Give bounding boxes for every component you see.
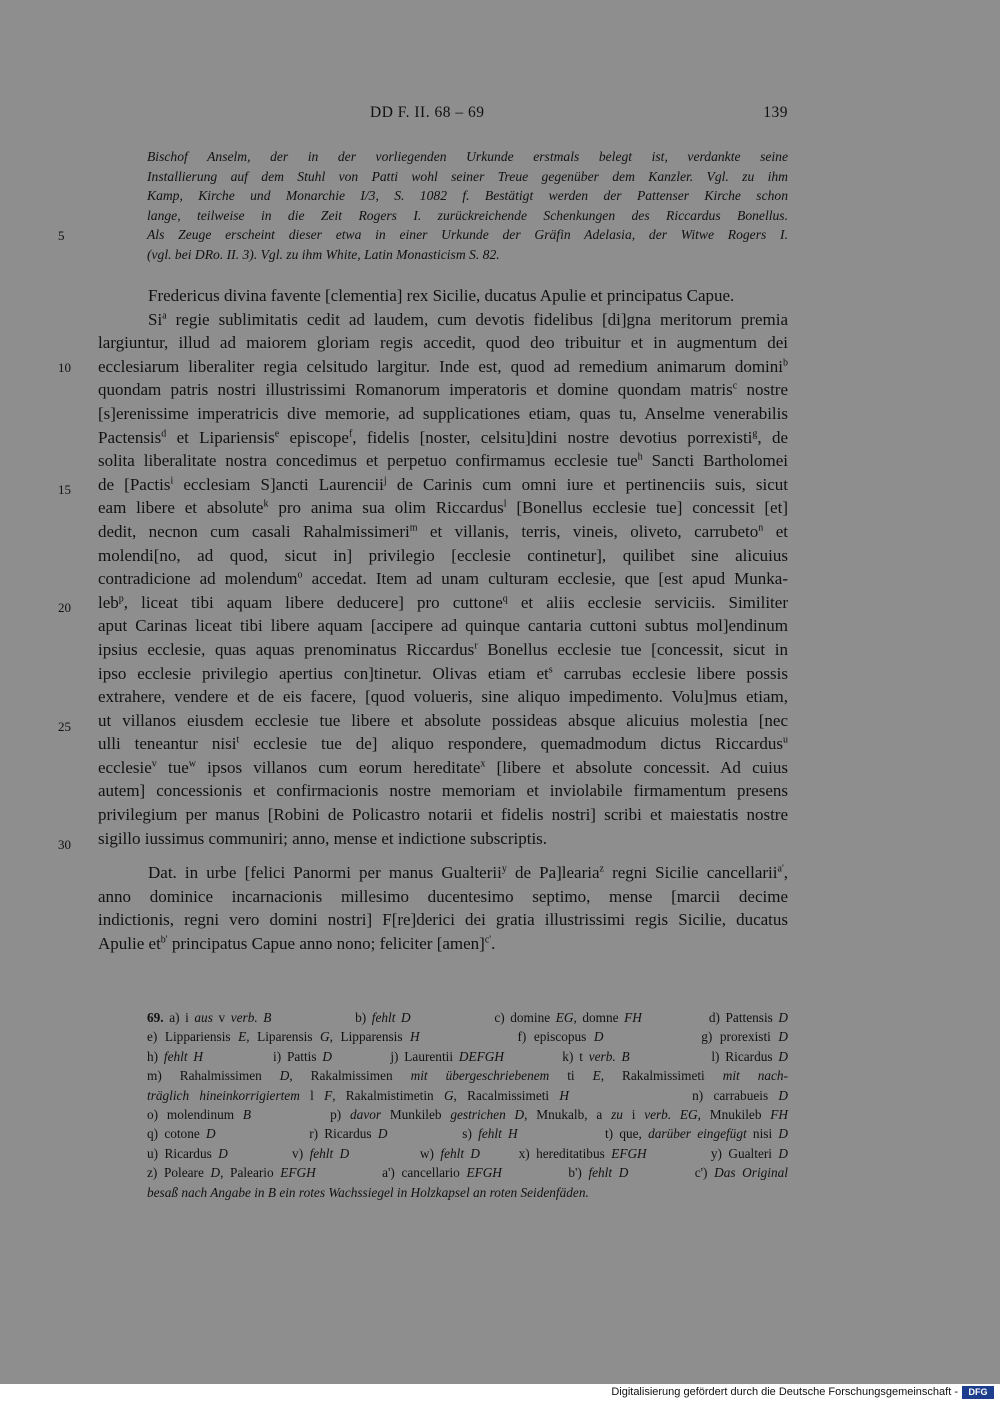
footnote-marker: e (274, 427, 280, 439)
dating-line: indictionis, regni vero domini nostri] F[re]derici dei gratia illustrissimi regis Sicilie, ducatus (98, 910, 788, 930)
line-number: 25 (58, 719, 71, 734)
footnote-marker: c (732, 380, 738, 392)
charter-line: de [Pactis$^i$ ecclesiam S]ancti Laurencii$^j$ de Carinis cum omni iure et pertinenciis suis, sicut (98, 474, 788, 494)
charter-line: privilegium per manus [Robini de Policastro notarii et fidelis nostri] scribi et maiestatis nostre (98, 805, 788, 825)
footnote-marker: a' (777, 863, 784, 875)
apparatus-line: o) molendinum B p) davor Munkileb gestrichen D, Mnukalb, a zu i verb. EG, Mnukileb FH (147, 1107, 789, 1123)
footnote-marker: x (480, 758, 486, 770)
charter-line: ecclesie$^v$ tue$^w$ ipsos villanos cum eorum hereditate$^x$ [libere et absolute concessit. Ad cuius (98, 757, 788, 777)
intro-line: (vgl. bei DRo. II. 3). Vgl. zu ihm White, Latin Monasticism S. 82. (147, 246, 500, 262)
dating-line: anno dominice incarnacionis millesimo ducentesimo septimo, mense [marcii decime (98, 886, 788, 906)
footnote-marker: u (782, 734, 788, 746)
apparatus-line: e) Lippariensis E, Liparensis G, Lipparensis H f) episcopus D g) prorexisti D (147, 1029, 788, 1045)
apparatus-line: m) Rahalmissimen D, Rakalmissimen mit übergeschriebenem ti E, Rakalmissimeti mit nach- (147, 1068, 788, 1084)
footnote-marker: v (151, 758, 157, 770)
apparatus-line: 69. a) i aus v verb. B b) fehlt D c) domine EG, domne FH d) Pattensis D (147, 1010, 789, 1025)
charter-line: sigillo iussimus communiri; anno, mense et indictione subscriptis. (98, 828, 548, 848)
footnote-marker: p (118, 593, 124, 605)
charter-line: dedit, necnon cum casali Rahalmissimeri$^m$ et villanis, terris, vineis, oliveto, carrubeto$^n$ et (98, 521, 788, 541)
dating-line: Apulie $et^{b'}$ principatus Capue anno nono; feliciter [amen]$^{c'}$. (98, 934, 496, 954)
line-number: 10 (58, 360, 71, 375)
line-number: 5 (58, 228, 65, 243)
intro-line: lange, teilweise in die Zeit Rogers I. zurückreichende Schenkungen des Riccardus Bonellus. (147, 207, 788, 223)
intro-commentary (147, 147, 788, 264)
footnote-marker: g (752, 427, 758, 439)
charter-line: extrahere, vendere et de eis facere, [quod volueris, sine aliquo impedimento. Volu]mus etiam, (98, 687, 788, 707)
footnote-marker: s (548, 663, 553, 675)
apparatus-line: z) Poleare D, Paleario EFGH a') cancellario EFGH b') fehlt D c') Das Original (147, 1165, 788, 1181)
footnote-marker: b (783, 357, 788, 369)
charter-line: contradicione ad molendum$^o$ accedat. Item ad unam culturam ecclesie, que [est apud Munka- (98, 569, 788, 589)
footnote-marker: h (637, 451, 643, 463)
charter-line: quondam patris nostri illustrissimi Romanorum imperatoris et domine quondam matris$^c$ nostre (98, 380, 788, 400)
footnote-marker: l (503, 498, 507, 510)
dating-line: Dat. in urbe [felici Panormi per manus Gualterii$^y$ de Pa]learia$^z$ regni Sicilie cancellarii$^{a'}$, (148, 863, 788, 883)
intro-line: Bischof Anselm, der in der vorliegenden Urkunde erstmals belegt ist, verdankte seine (147, 149, 788, 164)
apparatus-line: h) fehlt H i) Pattis D j) Laurentii DEFGH k) t verb. B l) Ricardus D (147, 1048, 789, 1064)
apparatus-line: träglich hineinkorrigiertem l F, Rakalmistimetin G, Racalmissimeti H n) carrabueis D (147, 1087, 788, 1103)
line-number: 15 (58, 482, 71, 497)
apparatus-line: u) Ricardus D v) fehlt D w) fehlt D x) hereditatibus EFGH y) Gualteri D (147, 1145, 789, 1161)
page-number: 139 (763, 104, 788, 121)
footnote-marker: w (188, 758, 196, 770)
charter-text (98, 284, 788, 956)
line-number: 30 (58, 837, 71, 852)
footnote-marker: q (502, 593, 508, 605)
charter-line: aput Carinas liceat tibi libere aquam [accipere ad quinque cantaria cuttoni subtus mol]endinum (98, 616, 788, 636)
charter-line: Pactensis$^d$ et Lipariensis$^e$ episcope$^f$, fidelis [noster, celsitu]dini nostre devotius porrexisti$^g$, de (98, 427, 789, 447)
footnote-marker: d (161, 427, 167, 439)
footnote-marker: j (383, 475, 387, 487)
intro-line: Installierung auf dem Stuhl von Patti wohl seiner Treue gegenüber dem Kanzler. Vgl. zu ihm (147, 168, 788, 184)
footnote-marker: a (162, 309, 167, 321)
intro-line: Kamp, Kirche und Monarchie I/3, S. 1082 f. Bestätigt werden der Pattenser Kirche schon (147, 188, 788, 203)
charter-line: Fredericus divina favente [clementia] rex Sicilie, ducatus Apulie et principatus Capue. (148, 286, 735, 305)
charter-line: ut villanos eiusdem ecclesie tue libere et absolute possideas absque alicuius molestia [nec (98, 710, 788, 730)
line-number: 20 (58, 600, 71, 615)
footnote-marker: f (348, 427, 353, 439)
charter-line: ulli teneantur nisi$^t$ ecclesie tue de] aliquo respondere, quemadmodum dictus Riccardus$^u$ (98, 734, 788, 754)
charter-line: autem] concessionis et confirmacionis nostre memoriam et inviolabile firmamentum presens (98, 781, 788, 801)
footnote-marker: i (170, 475, 174, 487)
footnote-marker: r (474, 640, 478, 652)
footnote-marker: n (758, 522, 764, 534)
critical-apparatus (147, 1008, 788, 1202)
dfg-logo: DFG (962, 1386, 994, 1399)
charter-line: ipso ecclesie privilegio apertius con]tinetur. Olivas etiam $et^s$ carrubas ecclesie libere possis (98, 663, 788, 683)
footnote-marker: o (297, 569, 303, 581)
funding-notice: Digitalisierung gefördert durch die Deutsche Forschungsgemeinschaft - (611, 1386, 958, 1398)
charter-line: largiuntur, illud ad maiorem gloriam regis accedit, quod deo tribuitur et in augmentum dei (98, 333, 788, 353)
apparatus-line: q) cotone D r) Ricardus D s) fehlt H t) que, darüber eingefügt nisi D (147, 1126, 788, 1142)
intro-line: Als Zeuge erscheint dieser etwa in einer Urkunde der Gräfin Adelasia, der Witwe Rogers I. (147, 227, 788, 242)
apparatus-line: besaß nach Angabe in B ein rotes Wachssiegel in Holzkapsel an roten Seidenfäden. (147, 1184, 589, 1200)
charter-line: solita liberalitate nostra concedimus et perpetuo confirmamus ecclesie tue$^h$ Sancti Bartholomei (98, 451, 788, 471)
charter-line: ecclesiarum liberaliter regia celsitudo largitur. Inde est, quod ad remedium animarum domini$^b$ (98, 356, 788, 376)
charter-line: molendi[no, ad quod, sicut in] privilegio [ecclesie continetur], quilibet sine alicuius (98, 545, 788, 565)
charter-line: leb$^p$, liceat tibi aquam libere deducere] pro cuttone$^q$ et aliis ecclesie serviciis. Similiter (98, 592, 788, 612)
footnote-marker: t (236, 734, 240, 746)
footnote-marker: k (263, 498, 269, 510)
document-reference: DD F. II. 68 – 69 (370, 104, 485, 121)
digitization-footer (0, 1384, 1000, 1402)
footnote-marker: b' (160, 934, 168, 946)
footnote-marker: z (599, 863, 604, 875)
charter-line: [s]erenissime imperatricis dive memorie, ad supplicationes etiam, quas tu, Anselme venerabilis (98, 403, 788, 423)
footnote-marker: y (501, 863, 507, 875)
paragraph-gap (98, 850, 788, 861)
charter-line: Si$^a$ regie sublimitatis cedit ad laudem, cum devotis fidelibus [di]gna meritorum premia (148, 309, 788, 329)
footnote-marker: m (409, 522, 418, 534)
charter-line: eam libere et absolute$^k$ pro anima sua olim Riccardus$^l$ [Bonellus ecclesie tue] concessit [et] (98, 498, 788, 518)
footnote-marker: c' (484, 934, 492, 946)
charter-line: ipsius ecclesie, quas aquas prenominatus Riccardus$^r$ Bonellus ecclesie tue [concessit, sicut in (98, 639, 788, 659)
